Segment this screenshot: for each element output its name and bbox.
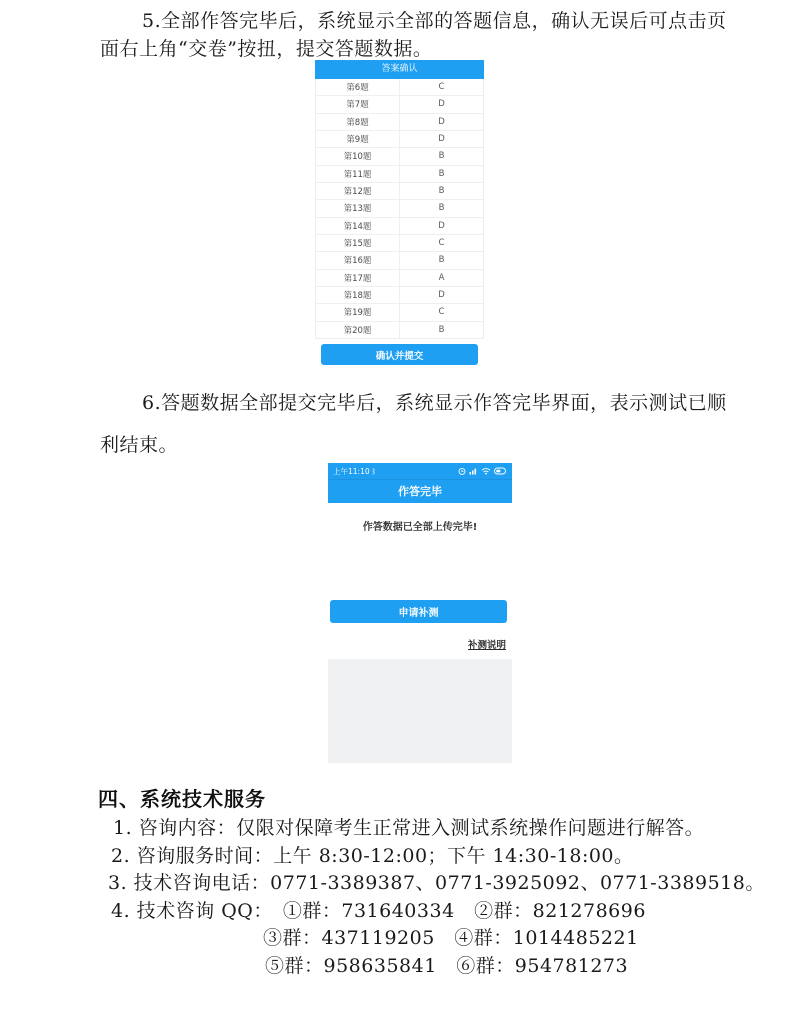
answer-cell: D — [438, 290, 445, 301]
battery-icon — [494, 467, 507, 475]
answer-cell: C — [438, 82, 445, 93]
para5-line1: 5.全部作答完毕后，系统显示全部的答题信息，确认无误后可点击页 — [142, 10, 727, 32]
status-bar-left — [333, 466, 376, 477]
table-row — [316, 183, 483, 200]
retest-button[interactable]: 申请补测 — [330, 600, 507, 623]
table-row — [316, 148, 483, 165]
status-time: 上午11:10 — [333, 466, 370, 476]
question-cell: 第17题 — [316, 270, 400, 286]
wifi-icon — [481, 467, 491, 475]
answer-cell: B — [438, 255, 445, 266]
question-cell: 第20题 — [316, 322, 400, 338]
table-row — [316, 79, 483, 96]
question-cell: 第15题 — [316, 235, 400, 251]
confirm-submit-button[interactable]: 确认并提交 — [321, 344, 478, 365]
question-cell: 第16题 — [316, 252, 400, 268]
finish-title: 作答完毕 — [328, 480, 512, 503]
bluetooth-icon: ᛒ — [371, 466, 377, 476]
answer-cell: D — [438, 116, 445, 127]
service-item-4: 4. 技术咨询 QQ： ①群：731640334 ②群：821278696 — [111, 900, 646, 922]
finish-message: 作答数据已全部上传完毕! — [362, 522, 478, 533]
retest-link[interactable]: 补测说明 — [467, 640, 506, 651]
table-row — [316, 166, 483, 183]
qq-groups-line-2: ③群：437119205 ④群：1014485221 — [263, 927, 639, 949]
answer-cell: B — [438, 186, 445, 197]
table-row — [316, 96, 483, 113]
finish-footer-area — [328, 659, 512, 763]
answer-table — [315, 79, 484, 339]
finish-screenshot — [328, 463, 512, 763]
service-item-1: 1. 咨询内容：仅限对保障考生正常进入测试系统操作问题进行解答。 — [113, 817, 705, 839]
question-cell: 第8题 — [316, 114, 400, 130]
answer-cell: B — [438, 203, 445, 214]
question-cell: 第13题 — [316, 200, 400, 216]
question-cell: 第14题 — [316, 218, 400, 234]
para6-line1: 6.答题数据全部提交完毕后，系统显示作答完毕界面，表示测试已顺 — [142, 392, 727, 414]
question-cell: 第18题 — [316, 287, 400, 303]
answer-cell: D — [438, 134, 445, 145]
answer-cell: B — [438, 324, 445, 335]
answer-cell: A — [438, 272, 445, 283]
table-row — [316, 200, 483, 217]
para5-line2: 面右上角“交卷”按扭，提交答题数据。 — [100, 38, 433, 60]
status-bar-right — [458, 467, 507, 475]
question-cell: 第7题 — [316, 96, 400, 112]
answer-cell: C — [438, 307, 445, 318]
signal-icon — [469, 467, 478, 475]
status-bar — [328, 463, 512, 480]
table-row — [316, 252, 483, 269]
question-cell: 第6题 — [316, 79, 400, 95]
table-row — [316, 322, 483, 339]
table-row — [316, 131, 483, 148]
para6-line2: 利结束。 — [100, 434, 179, 456]
table-row — [316, 218, 483, 235]
table-row — [316, 287, 483, 304]
question-cell: 第11题 — [316, 166, 400, 182]
answer-confirm-screenshot — [315, 60, 484, 372]
alarm-icon — [458, 467, 466, 475]
table-row — [316, 304, 483, 321]
answer-cell: B — [438, 151, 445, 162]
answer-cell: D — [438, 220, 445, 231]
table-row — [316, 270, 483, 287]
service-item-3: 3. 技术咨询电话：0771-3389387、0771-3925092、0771-3389518。 — [108, 872, 765, 894]
table-row — [316, 235, 483, 252]
answer-confirm-title: 答案确认 — [315, 60, 484, 79]
question-cell: 第12题 — [316, 183, 400, 199]
service-item-2: 2. 咨询服务时间：上午 8:30-12:00；下午 14:30-18:00。 — [111, 845, 634, 867]
section-heading: 四、系统技术服务 — [98, 787, 266, 811]
table-row — [316, 114, 483, 131]
question-cell: 第19题 — [316, 304, 400, 320]
answer-cell: D — [438, 99, 445, 110]
question-cell: 第10题 — [316, 148, 400, 164]
question-cell: 第9题 — [316, 131, 400, 147]
answer-cell: B — [438, 168, 445, 179]
answer-cell: C — [438, 238, 445, 249]
qq-groups-line-3: ⑤群：958635841 ⑥群：954781273 — [265, 955, 629, 977]
